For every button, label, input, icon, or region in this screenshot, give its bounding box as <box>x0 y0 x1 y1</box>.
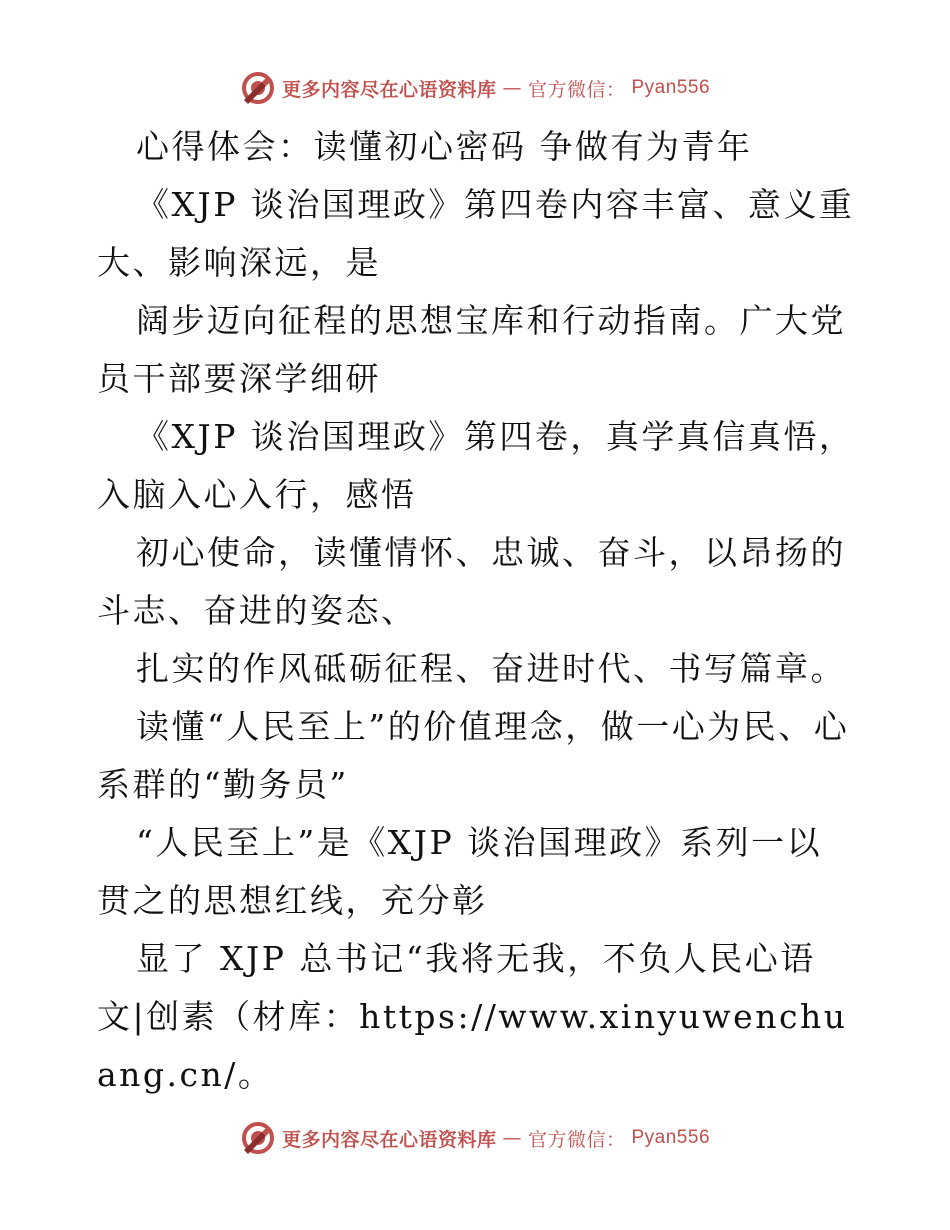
paragraph: 《XJP 谈治国理政》第四卷内容丰富、意义重大、影响深远，是 <box>97 185 855 282</box>
wechat-id: Pyan556 <box>631 1127 711 1148</box>
paragraph: 显了 XJP 总书记“我将无我，不负人民心语文|创素（材库：https://www.xinyuwenchuang.cn/。 <box>97 939 848 1094</box>
document-body <box>97 118 857 1104</box>
paragraph: “人民至上”是《XJP 谈治国理政》系列一以贯之的思想红线，充分彰 <box>97 823 823 920</box>
brand-slogan: 更多内容尽在心语资料库 <box>281 1128 497 1151</box>
paragraph: 初心使命，读懂情怀、忠诚、奋斗，以昂扬的斗志、奋进的姿态、 <box>97 533 846 630</box>
wechat-id: Pyan556 <box>631 77 711 98</box>
header-banner <box>0 68 950 108</box>
pen-logo-icon <box>240 70 276 106</box>
wechat-label: 官方微信： <box>527 78 626 101</box>
wechat-label: 官方微信： <box>527 1128 626 1151</box>
brand-slogan: 更多内容尽在心语资料库 <box>281 78 497 101</box>
pen-logo-icon <box>240 1120 276 1156</box>
document-title: 心得体会：读懂初心密码 争做有为青年 <box>136 127 753 166</box>
paragraph: 阔步迈向征程的思想宝库和行动指南。广大党员干部要深学细研 <box>97 301 846 398</box>
brand-dash: — <box>502 1127 522 1149</box>
paragraph: 《XJP 谈治国理政》第四卷，真学真信真悟，入脑入心入行，感悟 <box>97 417 855 514</box>
brand-dash: — <box>502 77 522 99</box>
section-heading: 读懂“人民至上”的价值理念，做一心为民、心系群的“勤务员” <box>97 707 850 804</box>
footer-banner <box>0 1118 950 1158</box>
paragraph: 扎实的作风砥砺征程、奋进时代、书写篇章。 <box>136 649 846 688</box>
